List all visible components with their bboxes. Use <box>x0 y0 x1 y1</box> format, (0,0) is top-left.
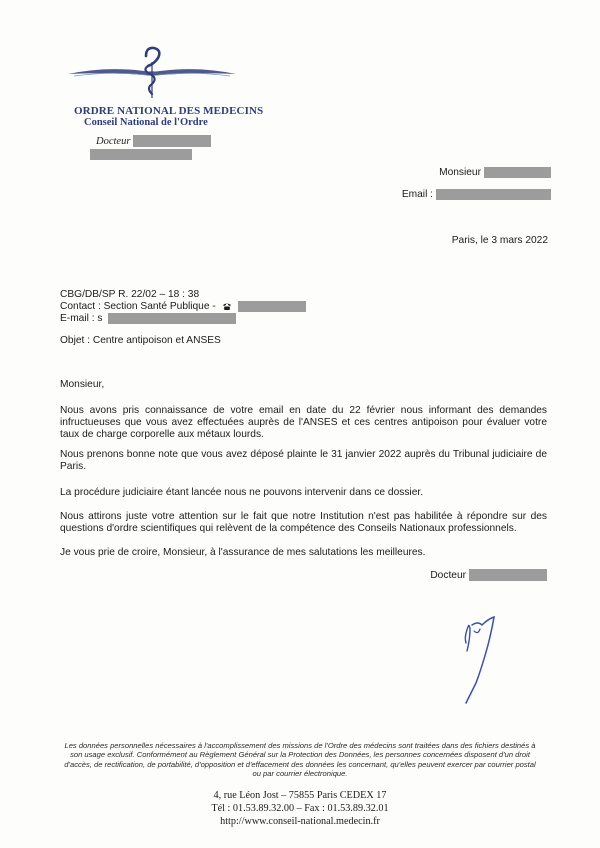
paragraph-1: Nous avons pris connaissance de votre email en date du 22 février nous informant des demandes infructueuses que vous avez effectuées auprès de l'ANSES et ces centres antipoison pour évaluer votre taux de charge corporelle aux métaux lourds. <box>60 405 547 441</box>
signoff-title: Docteur <box>430 570 466 581</box>
footer-phone-fax: Tél : 01.53.89.32.00 – Fax : 01.53.89.32.01 <box>211 803 389 814</box>
greeting: Monsieur, <box>60 379 105 390</box>
redacted-recipient-email <box>436 189 551 200</box>
redacted-contact-email <box>108 313 236 324</box>
reference-number: CBG/DB/SP R. 22/02 – 18 : 38 <box>60 289 200 300</box>
redacted-sender-detail <box>90 149 192 160</box>
recipient-email-label: Email : <box>401 189 433 200</box>
privacy-notice: Les données personnelles nécessaires à l'accomplissement des missions de l'Ordre des médecins sont traitées dans des fichiers destinés à son usage exclusif. Conformément au Règlement Général sur la Protection des Données, les personnes concernées disposent d'un droit d'accès, de rectification, de portabilité, d'opposition et d'effacement des données les concernant, qu'elles peuvent exercer par courrier postal ou par courrier électronique. <box>64 741 536 779</box>
reference-email: E-mail : s <box>60 313 103 324</box>
recipient-salutation: Monsieur <box>439 167 481 178</box>
redacted-phone <box>238 301 306 312</box>
redacted-signoff-name <box>469 569 547 581</box>
caduceus-logo-icon <box>66 44 238 106</box>
footer-address: 4, rue Léon Jost – 75855 Paris CEDEX 17 <box>213 790 387 801</box>
paragraph-4: Nous attirons juste votre attention sur le fait que notre Institution n'est pas habilitée à répondre sur des questions d'ordre scientifiques qui relèvent de la compétence des Conseils Nationaux professionnels. <box>60 511 547 535</box>
redacted-recipient-name <box>484 167 551 178</box>
telephone-icon <box>222 302 232 311</box>
redacted-sender-name <box>133 135 211 147</box>
handwritten-signature <box>448 615 518 707</box>
paragraph-3: La procédure judiciaire étant lancée nous ne pouvons intervenir dans ce dossier. <box>60 487 424 498</box>
org-subname: Conseil National de l'Ordre <box>84 117 208 128</box>
subject-line: Objet : Centre antipoison et ANSES <box>60 335 221 346</box>
sender-title: Docteur <box>96 136 131 147</box>
paragraph-2: Nous prenons bonne note que vous avez déposé plainte le 31 janvier 2022 auprès du Tribunal judiciaire de Paris. <box>60 449 547 473</box>
date-line: Paris, le 3 mars 2022 <box>451 235 548 246</box>
reference-contact: Contact : Section Santé Publique - <box>60 301 216 312</box>
org-name: ORDRE NATIONAL DES MEDECINS <box>74 105 264 117</box>
closing-line: Je vous prie de croire, Monsieur, à l'assurance de mes salutations les meilleures. <box>60 547 426 558</box>
footer-website[interactable]: http://www.conseil-national.medecin.fr <box>220 816 380 827</box>
